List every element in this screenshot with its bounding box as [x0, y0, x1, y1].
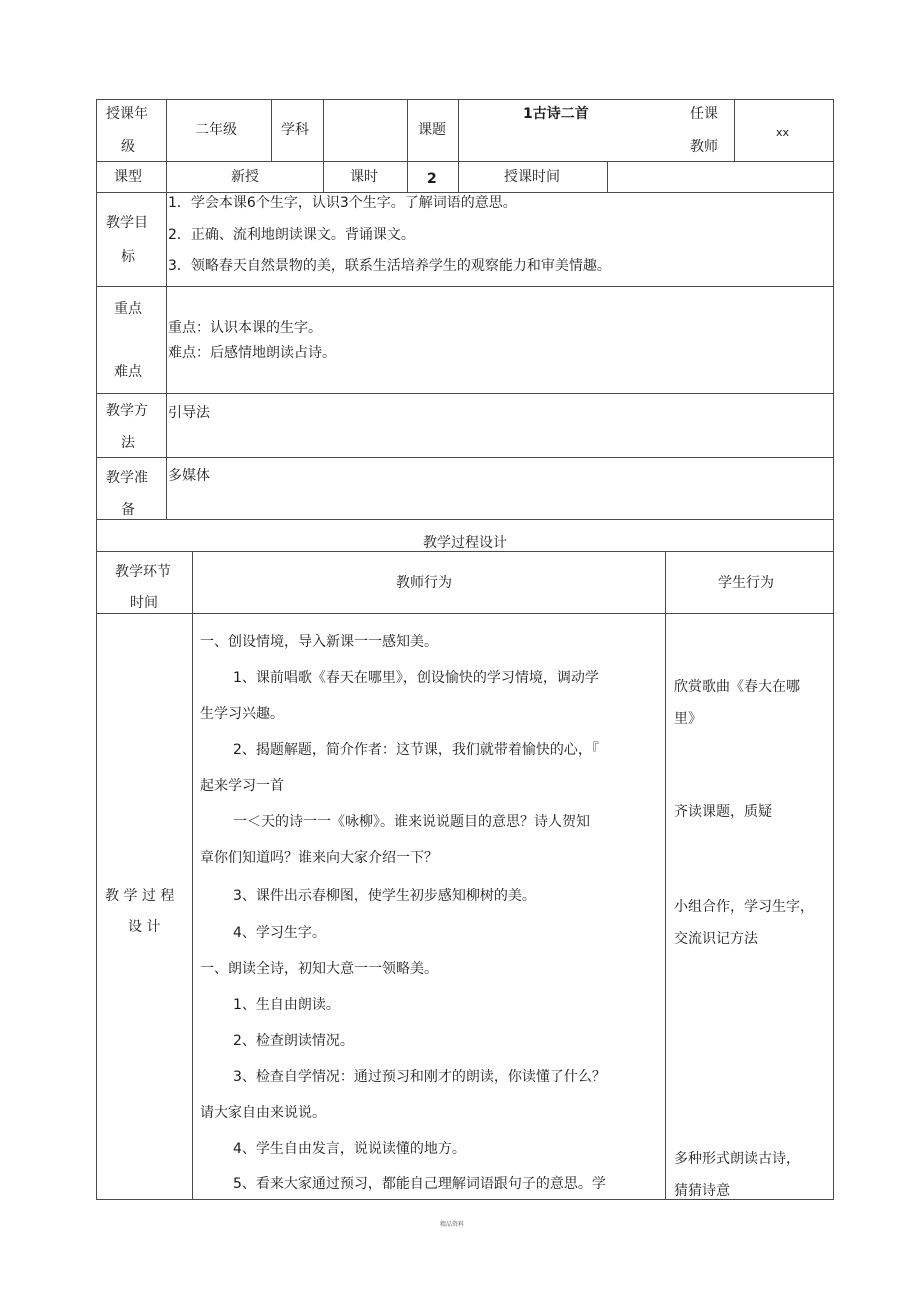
table-row-divider [96, 393, 834, 394]
cell-divider [323, 99, 324, 193]
hours-value: 2 [427, 171, 437, 187]
prep-label-cont: 备 [121, 502, 135, 518]
table-row-divider [96, 286, 834, 287]
teacher-line: 2、揭题解题，简介作者：这节课，我们就带着愉快的心，『 [233, 742, 599, 758]
table-border-bottom [96, 1199, 834, 1200]
goals-label-cont: 标 [121, 249, 135, 265]
cell-divider [407, 99, 408, 193]
method-value: 引导法 [168, 405, 210, 421]
teacher-label-cont: 教师 [690, 139, 718, 155]
teacher-line: 章你们知道吗？谁来向大家介绍一下？ [200, 850, 438, 866]
teacher-line: 5、看来大家通过预习，都能自己理解词语跟句子的意思。学 [233, 1176, 606, 1192]
col-header-student: 学生行为 [718, 575, 774, 591]
teacher-line: 3、课件出示春柳图，使学生初步感知柳树的美。 [233, 888, 536, 904]
key-points-label: 重点 [114, 301, 142, 317]
cell-divider [665, 551, 666, 1199]
student-line: 齐读课题，质疑 [674, 804, 772, 820]
topic-value: 1古诗二首 [523, 106, 589, 122]
difficult-points-label: 难点 [114, 364, 142, 380]
cell-divider [166, 99, 167, 193]
process-title: 教学过程设计 [423, 535, 507, 551]
key-point-text: 重点：认识本课的生字。 [168, 320, 322, 336]
table-row-divider [96, 161, 834, 162]
grade-label-cont: 级 [121, 139, 135, 155]
topic-label: 课题 [418, 122, 446, 138]
table-row-divider [96, 519, 834, 520]
cell-divider [458, 99, 459, 193]
cell-divider [607, 161, 608, 193]
goal-item: 2．正确、流利地朗读课文。背诵课文。 [168, 227, 415, 243]
student-line: 小组合作，学习生字， [674, 899, 814, 915]
cell-divider [271, 99, 272, 161]
subject-label: 学科 [281, 122, 309, 138]
method-label: 教学方 [106, 403, 148, 419]
table-row-divider [96, 613, 834, 614]
goal-item: 1．学会本课6个生字，认识3个生字。了解词语的意思。 [168, 195, 517, 211]
teacher-label: 任课 [690, 106, 718, 122]
table-border-top [96, 99, 834, 100]
stage-label: 教 学 过 程 [105, 888, 175, 904]
table-row-divider [96, 551, 834, 552]
table-border-left [96, 99, 97, 1200]
student-line: 猜猜诗意 [674, 1183, 730, 1199]
teacher-line: 1、课前唱歌《春天在哪里》，创设愉快的学习情境，调动学 [233, 670, 599, 686]
col-header-stage-cont: 时间 [130, 595, 158, 611]
prep-label: 教学准 [106, 470, 148, 486]
student-line: 多种形式朗读古诗， [674, 1151, 800, 1167]
prep-value: 多媒体 [168, 468, 210, 484]
teacher-line: 一、朗读全诗，初知大意一一领略美。 [200, 961, 438, 977]
hours-label: 课时 [350, 169, 378, 185]
lesson-plan-table [96, 99, 834, 1199]
teacher-line: 4、学习生字。 [233, 925, 326, 941]
teacher-line: 4、学生自由发言，说说读懂的地方。 [233, 1141, 466, 1157]
teacher-line: 2、检查朗读情况。 [233, 1033, 354, 1049]
student-line: 里》 [674, 711, 702, 727]
student-line: 欣赏歌曲《春大在哪 [674, 679, 800, 695]
teacher-line: 3、检查自学情况：通过预习和刚才的朗读，你读懂了什么？ [233, 1069, 606, 1085]
difficult-point-text: 难点：后感情地朗读占诗。 [168, 345, 336, 361]
table-row-divider [96, 192, 834, 193]
teacher-line: 1、生自由朗读。 [233, 997, 340, 1013]
goal-item: 3．领略春天自然景物的美，联系生活培养学生的观察能力和审美情趣。 [168, 258, 611, 274]
teacher-line: 请大家自由来说说。 [200, 1105, 326, 1121]
lesson-type-label: 课型 [114, 169, 142, 185]
col-header-teacher: 教师行为 [396, 575, 452, 591]
method-label-cont: 法 [121, 435, 135, 451]
footer-note: 精品资料 [440, 1221, 465, 1228]
grade-label: 授课年 [106, 106, 148, 122]
table-row-divider [96, 457, 834, 458]
cell-divider [734, 99, 735, 161]
teacher-line: 生学习兴趣。 [200, 706, 284, 722]
stage-label-cont: 设 计 [128, 919, 161, 935]
teacher-value: xx [776, 126, 790, 139]
grade-value: 二年级 [195, 122, 237, 138]
col-header-stage: 教学环节 [115, 564, 171, 580]
student-line: 交流识记方法 [674, 931, 758, 947]
lesson-type-value: 新授 [231, 169, 259, 185]
teacher-line: 起来学习一首 [200, 778, 284, 794]
teacher-line: 一＜天的诗一一《咏柳》。谁来说说题目的意思？诗人贺知 [233, 814, 590, 830]
goals-label: 教学目 [106, 215, 148, 231]
cell-divider [192, 551, 193, 1199]
time-label: 授课时间 [504, 169, 560, 185]
teacher-line: 一、创设情境，导入新课一一感知美。 [200, 634, 438, 650]
cell-divider [166, 192, 167, 520]
table-border-right [833, 99, 834, 1200]
